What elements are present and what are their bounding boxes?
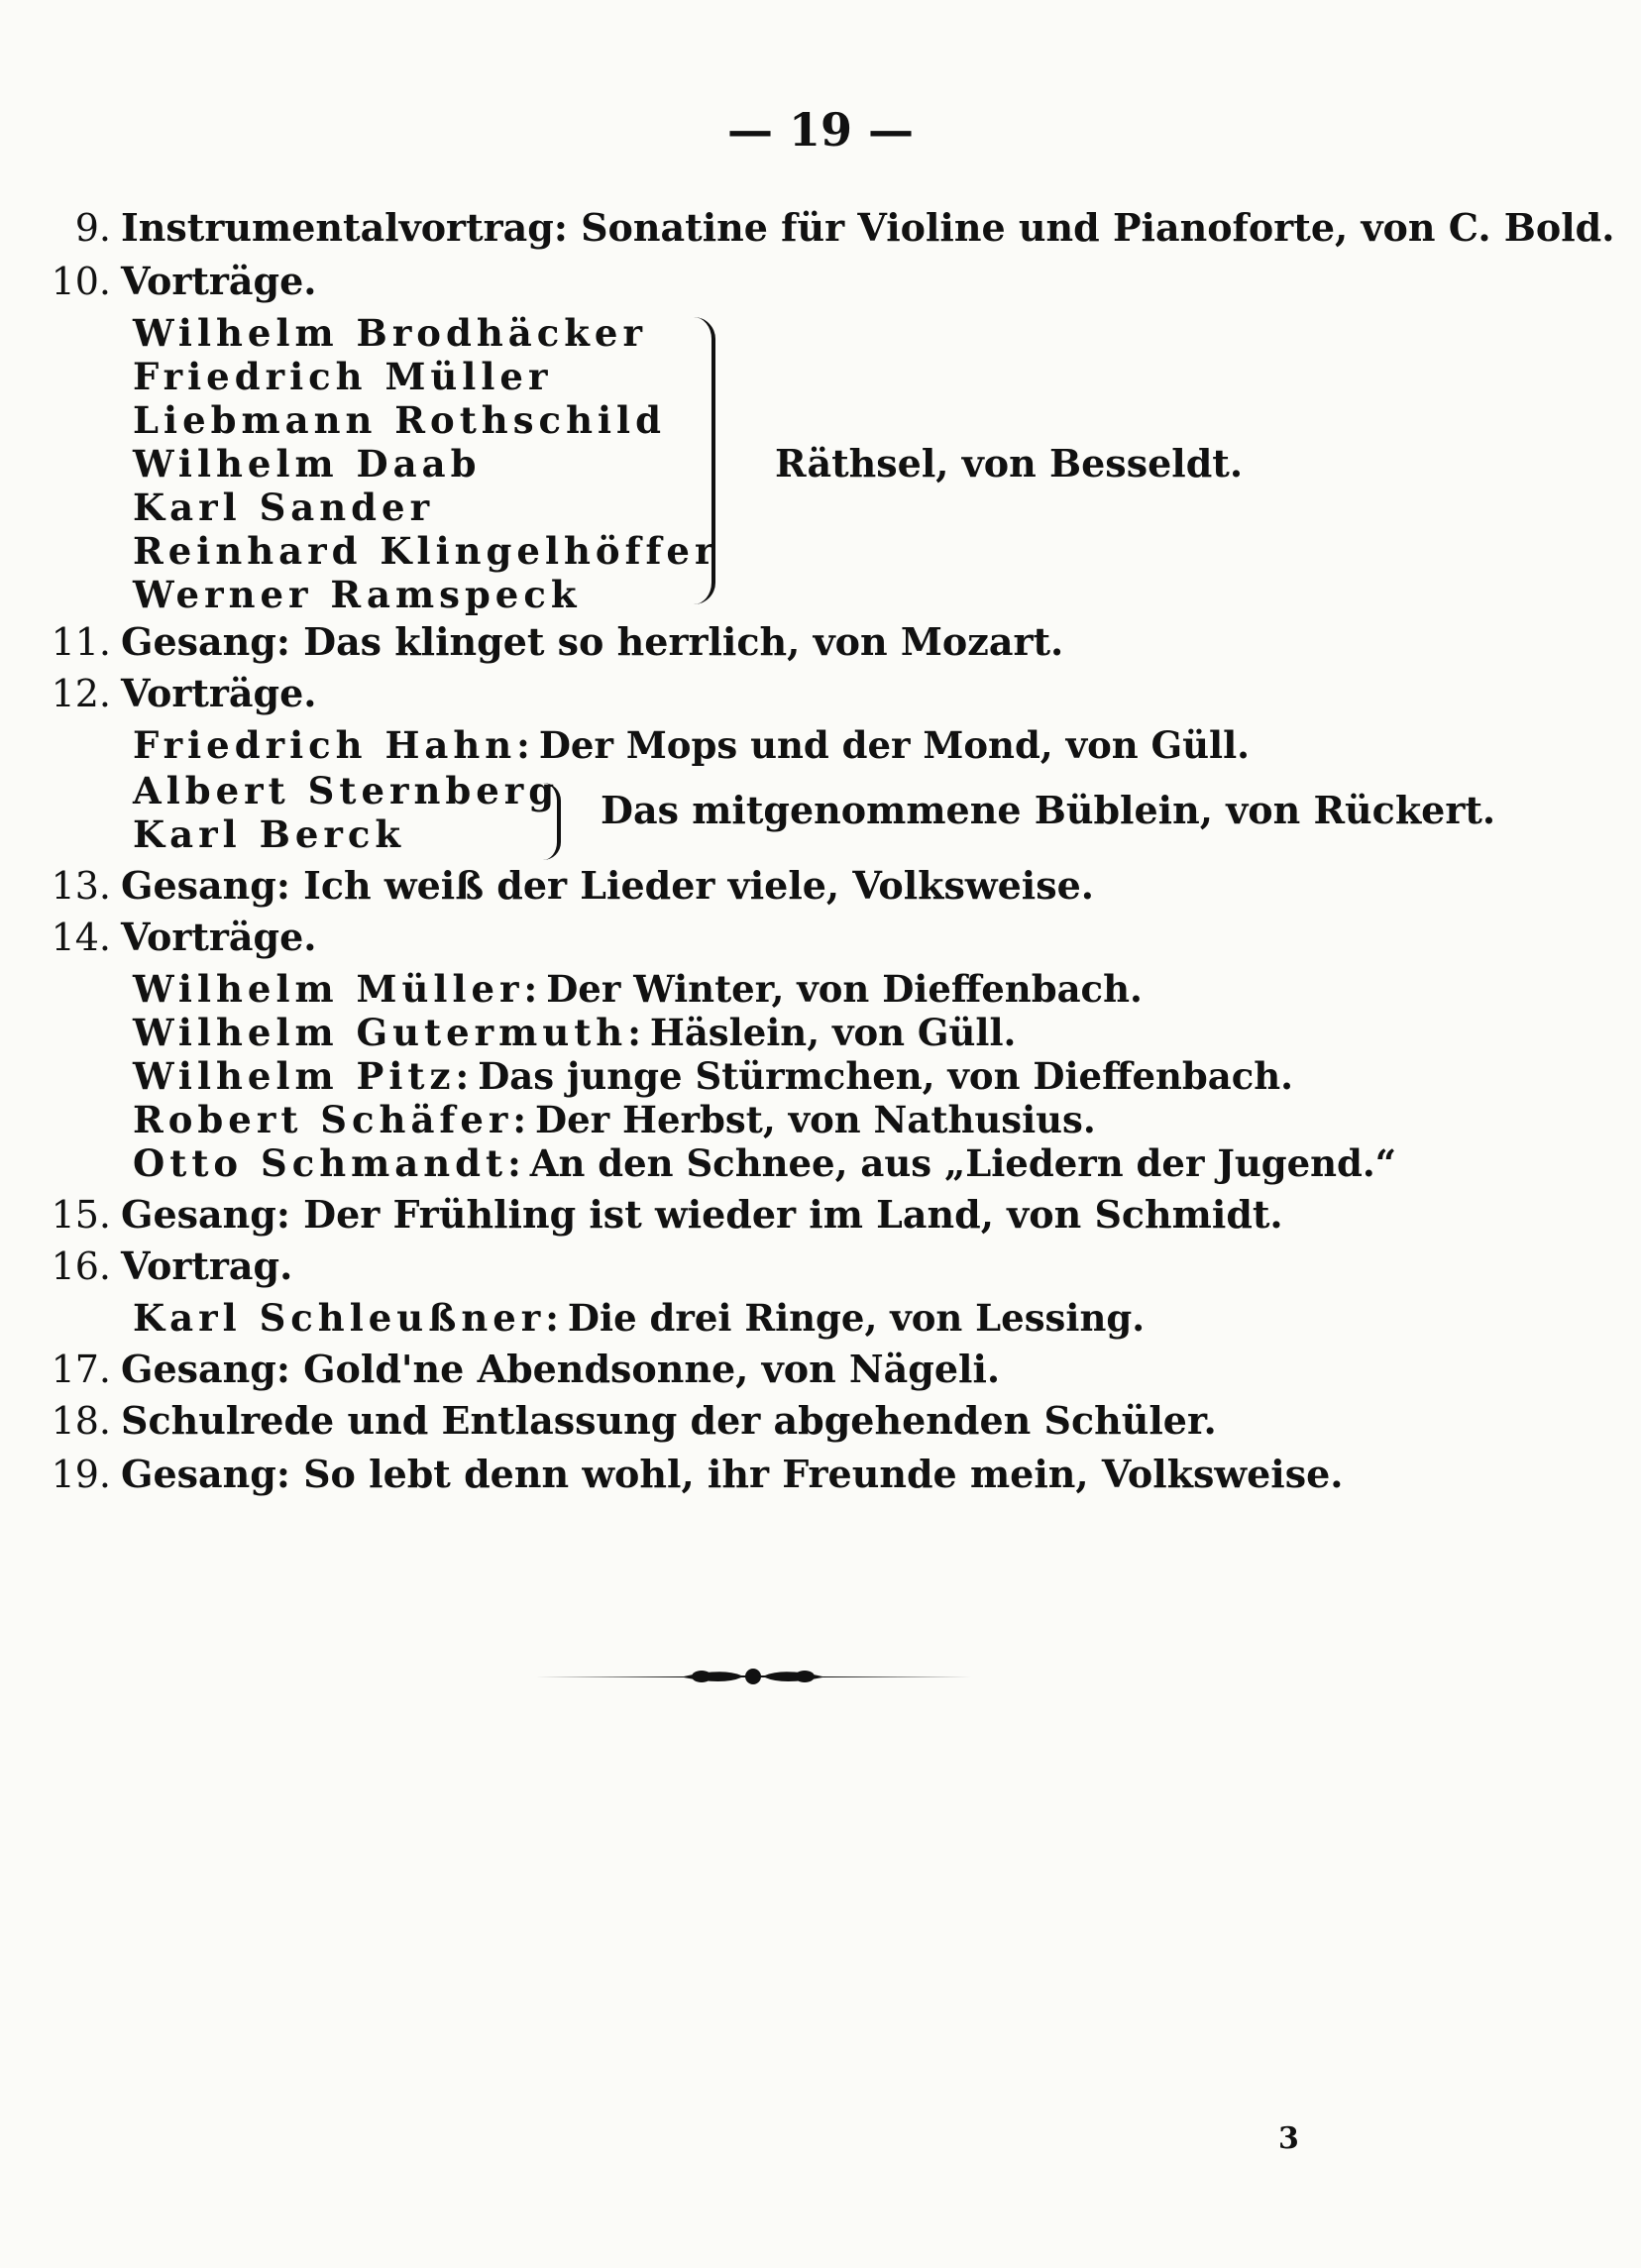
performer-line bbox=[133, 1011, 1016, 1054]
program-item bbox=[30, 620, 1063, 664]
group-piece: Das mitgenommene Büblein, von Rückert. bbox=[601, 788, 1496, 832]
performer-name: Wilhelm Brodhäcker bbox=[133, 311, 647, 355]
corner-number: 3 bbox=[1278, 2121, 1299, 2156]
performer-name: Wilhelm Pitz: bbox=[133, 1054, 475, 1098]
program-item bbox=[30, 206, 1614, 250]
performer-piece: Die drei Ringe, von Lessing. bbox=[567, 1296, 1146, 1340]
item-text: Der Frühling ist wieder im Land, von Schmidt. bbox=[303, 1192, 1283, 1237]
performer-piece: Der Herbst, von Nathusius. bbox=[535, 1098, 1096, 1141]
item-heading: Gesang: bbox=[121, 1192, 290, 1237]
program-item bbox=[30, 864, 1094, 908]
item-heading: Gesang: bbox=[121, 1347, 290, 1391]
performer-piece: Das junge Stürmchen, von Dieffenbach. bbox=[478, 1054, 1294, 1098]
ornament-divider-icon bbox=[535, 1657, 971, 1696]
item-number: 18. bbox=[51, 1399, 111, 1443]
program-item bbox=[30, 1193, 1283, 1237]
item-number: 10. bbox=[51, 260, 111, 303]
performer-piece: Der Winter, von Dieffenbach. bbox=[546, 967, 1143, 1011]
performer-name: Liebmann Rothschild bbox=[133, 398, 666, 442]
item-number: 11. bbox=[51, 620, 111, 664]
performer-piece: An den Schnee, aus „Liedern der Jugend.“ bbox=[529, 1141, 1397, 1185]
item-number: 17. bbox=[51, 1348, 111, 1391]
performer-name: Wilhelm Müller: bbox=[133, 967, 543, 1011]
item-number: 12. bbox=[51, 672, 111, 715]
item-text: So lebt denn wohl, ihr Freunde mein, Volksweise. bbox=[303, 1452, 1344, 1496]
item-heading: Schulrede und Entlassung der abgehenden Schüler. bbox=[121, 1398, 1217, 1443]
performer-name: Friedrich Hahn: bbox=[133, 723, 535, 767]
performer-name: Reinhard Klingelhöffer bbox=[133, 529, 719, 573]
item-number: 15. bbox=[51, 1193, 111, 1237]
item-number: 19. bbox=[51, 1453, 111, 1496]
item-heading: Vortrag. bbox=[121, 1243, 293, 1288]
performer-name: Karl Schleußner: bbox=[133, 1296, 564, 1340]
performer-name: Karl Berck bbox=[133, 812, 406, 856]
item-heading: Gesang: bbox=[121, 1452, 290, 1496]
program-item bbox=[30, 260, 317, 303]
performer-name: Otto Schmandt: bbox=[133, 1141, 526, 1185]
performer-piece: Häslein, von Güll. bbox=[649, 1011, 1017, 1054]
item-text: Gold'ne Abendsonne, von Nägeli. bbox=[303, 1347, 1001, 1391]
group-piece: Räthsel, von Besseldt. bbox=[775, 441, 1244, 486]
item-text: Sonatine für Violine und Pianoforte, von C. Bold. bbox=[581, 205, 1615, 250]
page-number: — 19 — bbox=[726, 103, 915, 157]
group-brace bbox=[694, 317, 715, 604]
item-number: 16. bbox=[51, 1244, 111, 1288]
performer-name: Wilhelm Daab bbox=[133, 442, 482, 486]
performer-line bbox=[133, 967, 1143, 1011]
program-item bbox=[30, 1244, 292, 1288]
item-heading: Gesang: bbox=[121, 619, 290, 664]
item-heading: Vorträge. bbox=[121, 671, 317, 715]
performer-name: Karl Sander bbox=[133, 486, 435, 529]
program-item bbox=[30, 916, 317, 959]
program-item bbox=[30, 1348, 1000, 1391]
item-text: Das klinget so herrlich, von Mozart. bbox=[303, 619, 1064, 664]
performer-line bbox=[133, 1098, 1096, 1141]
performer-line bbox=[133, 1054, 1293, 1098]
item-heading: Vorträge. bbox=[121, 915, 317, 959]
performer-line bbox=[133, 723, 1250, 767]
program-item bbox=[30, 1399, 1217, 1443]
performer-piece: Der Mops und der Mond, von Güll. bbox=[538, 723, 1251, 767]
performer-line bbox=[133, 1296, 1145, 1340]
group-brace bbox=[543, 783, 561, 860]
performer-name: Wilhelm Gutermuth: bbox=[133, 1011, 646, 1054]
item-number: 9. bbox=[74, 206, 111, 250]
item-text: Ich weiß der Lieder viele, Volksweise. bbox=[303, 863, 1095, 908]
item-heading: Vorträge. bbox=[121, 259, 317, 303]
item-heading: Gesang: bbox=[121, 863, 290, 908]
performer-name: Werner Ramspeck bbox=[133, 573, 582, 616]
performer-name: Albert Sternberg bbox=[133, 769, 560, 812]
performer-line bbox=[133, 1141, 1396, 1185]
item-number: 13. bbox=[51, 864, 111, 908]
program-item bbox=[30, 672, 317, 715]
item-heading: Instrumentalvortrag: bbox=[121, 205, 568, 250]
program-item bbox=[30, 1453, 1344, 1496]
performer-name: Robert Schäfer: bbox=[133, 1098, 532, 1141]
performer-name: Friedrich Müller bbox=[133, 355, 553, 398]
item-number: 14. bbox=[51, 916, 111, 959]
